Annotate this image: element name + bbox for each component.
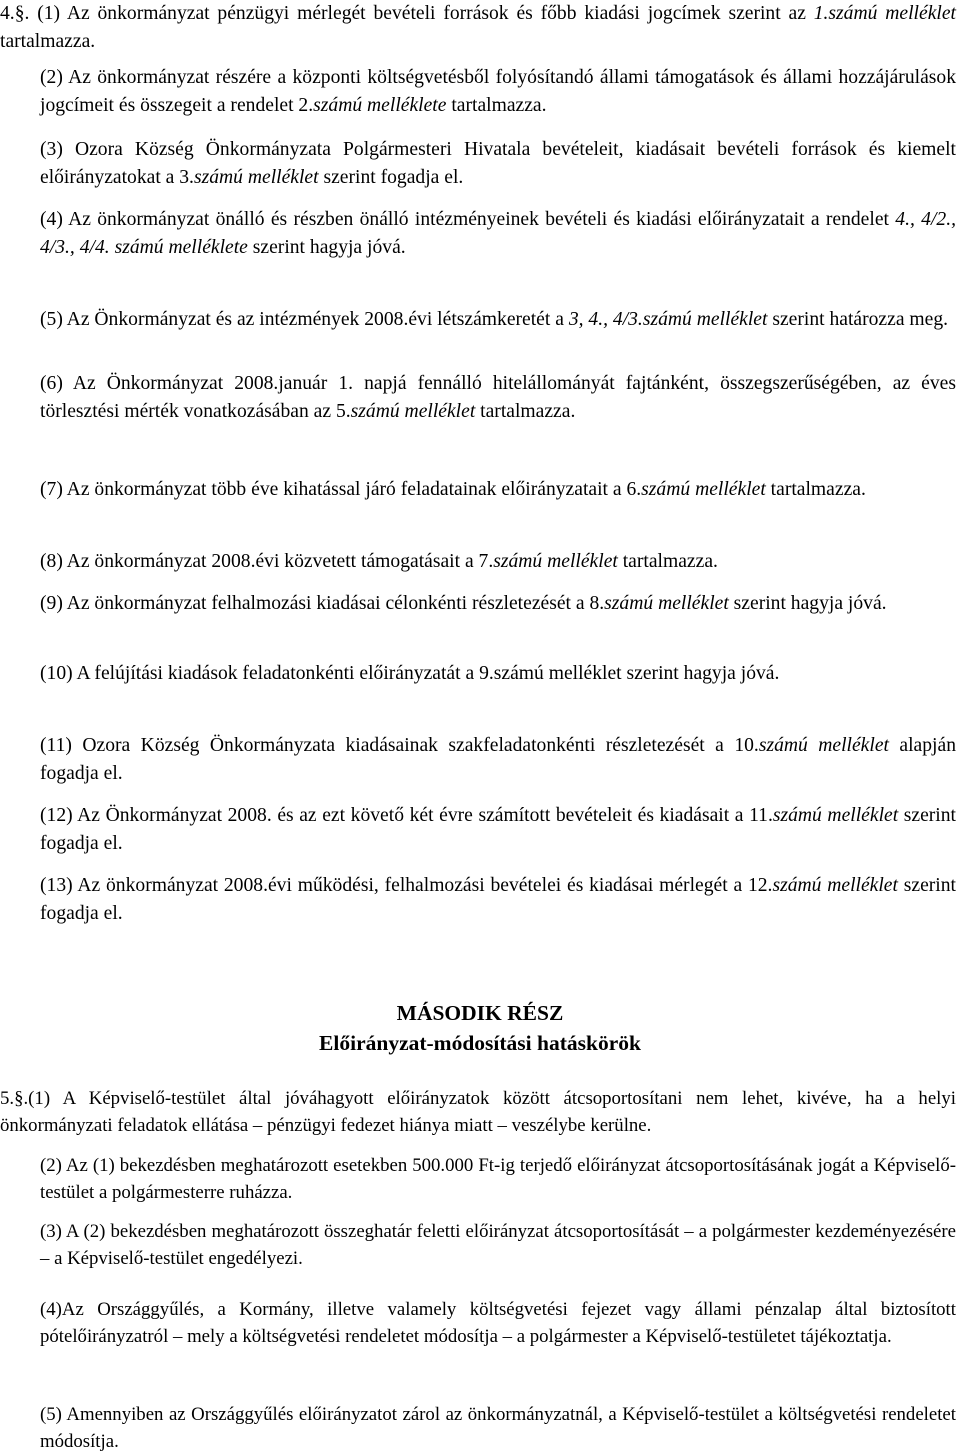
- paragraph-text: (13) Az önkormányzat 2008.évi működési, felhalmozási bevételei és kiadásai mérlegét a 12.: [40, 875, 773, 896]
- paragraph-italic-reference: számú melléklete: [313, 95, 447, 116]
- section-4-paragraph-2: [40, 64, 956, 120]
- section-4-paragraph-8: [40, 548, 956, 576]
- section-4-paragraph-5: [40, 306, 956, 334]
- section-4-paragraph-10: [40, 660, 956, 688]
- section-4-paragraph-4: [40, 206, 956, 262]
- paragraph-italic-reference: 1.számú melléklet: [813, 3, 956, 24]
- paragraph-italic-reference: számú melléklet: [350, 401, 476, 422]
- paragraph-text: (8) Az önkormányzat 2008.évi közvetett támogatásait a 7.: [40, 551, 494, 572]
- paragraph-text: szerint fogadja el.: [40, 805, 956, 854]
- paragraph-text: tartalmazza.: [475, 401, 576, 422]
- part-subtitle: Előirányzat-módosítási hatáskörök: [319, 1031, 641, 1055]
- paragraph-text: (7) Az önkormányzat több éve kihatással járó feladatainak előirányzatait a 6.: [40, 479, 642, 500]
- paragraph-text: alapján fogadja el.: [40, 735, 956, 784]
- paragraph-text: (12) Az Önkormányzat 2008. és az ezt követő két évre számított bevételeit és kiadásait a 11.: [40, 805, 773, 826]
- section-5-paragraph-5: (5) Amennyiben az Országgyűlés előirányzatot zárol az önkormányzatnál, a Képviselő-testület a költségvetési rendeletet módosítja.: [40, 1404, 956, 1452]
- paragraph-italic-reference: számú melléklet: [193, 167, 319, 188]
- paragraph-text: (6) Az Önkormányzat 2008.január 1. napjá fennálló hitelállományát fajtánként, összegszerűségében, az éves törlesztési mérték vonatkozásában az 5.: [40, 373, 956, 422]
- paragraph-italic-reference: számú melléklet: [604, 593, 729, 614]
- section-4-paragraph-13: [40, 872, 956, 928]
- paragraph-text: (11) Ozora Község Önkormányzata kiadásainak szakfeladatonkénti részletezését a 10.: [40, 735, 759, 756]
- section-4-paragraph-1: [0, 0, 956, 56]
- paragraph-text: 4.§. (1) Az önkormányzat pénzügyi mérlegét bevételi források és főbb kiadási jogcímek szerint az: [0, 3, 814, 24]
- paragraph-italic-reference: számú melléklet: [772, 875, 898, 896]
- paragraph-italic-reference: számú melléklet: [772, 805, 899, 826]
- paragraph-text: (5) Az Önkormányzat és az intézmények 2008.évi létszámkeretét a: [40, 309, 569, 330]
- paragraph-italic-reference: 3, 4., 4/3.számú melléklet: [568, 309, 768, 330]
- paragraph-text: tartalmazza.: [617, 551, 718, 572]
- paragraph-text: (2) Az önkormányzat részére a központi költségvetésből folyósítandó állami támogatások és állami hozzájárulások jogcímeit és összegeit a rendelet 2.: [40, 67, 956, 116]
- paragraph-text: tartalmazza.: [0, 31, 96, 52]
- section-4-paragraph-12: [40, 802, 956, 858]
- paragraph-text: szerint hagyja jóvá.: [728, 593, 887, 614]
- paragraph-text: tartalmazza.: [765, 479, 866, 500]
- paragraph-italic-reference: számú melléklet: [493, 551, 618, 572]
- section-4-paragraph-6: [40, 370, 956, 426]
- paragraph-text: szerint hagyja jóvá.: [247, 237, 406, 258]
- paragraph-italic-reference: számú melléklet: [641, 479, 766, 500]
- section-5-paragraph-4: (4)Az Országgyűlés, a Kormány, illetve valamely költségvetési fejezet vagy állami pénzalap által biztosított pótelőirányzatról – mely a költségvetési rendeletet módosítja – a polgármester a Képviselő-testületet tájékoztatja.: [40, 1299, 956, 1347]
- paragraph-text: tartalmazza.: [446, 95, 547, 116]
- section-5-paragraph-3: (3) A (2) bekezdésben meghatározott összeghatár feletti előirányzat átcsoportosítását – a polgármester kezdeményezésére – a Képviselő-testület engedélyezi.: [40, 1221, 956, 1269]
- paragraph-text: szerint fogadja el.: [318, 167, 464, 188]
- section-5-paragraph-1: 5.§.(1) A Képviselő-testület által jóváhagyott előirányzatok között átcsoportosítani nem lehet, kivéve, ha a helyi önkormányzati feladatok ellátása – pénzügyi fedezet hiánya miatt – veszélybe kerülne.: [0, 1088, 956, 1136]
- paragraph-text: (4) Az önkormányzat önálló és részben önálló intézményeinek bevételi és kiadási előirányzatait a rendelet: [40, 209, 896, 230]
- section-5-paragraph-2: (2) Az (1) bekezdésben meghatározott esetekben 500.000 Ft-ig terjedő előirányzat átcsoportosításának jogát a Képviselő-testület a polgármesterre ruházza.: [40, 1155, 956, 1203]
- paragraph-text: szerint fogadja el.: [40, 875, 956, 924]
- section-4-paragraph-7: [40, 476, 956, 504]
- section-4-paragraph-9: [40, 590, 956, 618]
- paragraph-text: szerint határozza meg.: [767, 309, 949, 330]
- section-4-paragraph-3: [40, 136, 956, 192]
- paragraph-text: (3) Ozora Község Önkormányzata Polgármesteri Hivatala bevételeit, kiadásait bevételi források és kiemelt előirányzatokat a 3.: [40, 139, 956, 188]
- part-title: MÁSODIK RÉSZ: [396, 1001, 564, 1025]
- paragraph-italic-reference: számú melléklet: [758, 735, 889, 756]
- paragraph-text: (9) Az önkormányzat felhalmozási kiadásai célonkénti részletezését a 8.: [40, 593, 605, 614]
- paragraph-italic-reference: 4., 4/2., 4/3., 4/4. számú melléklete: [40, 209, 956, 258]
- section-4-paragraph-11: [40, 732, 956, 788]
- paragraph-text: (10) A felújítási kiadások feladatonkénti előirányzatát a 9.számú melléklet szerint hagyja jóvá.: [40, 663, 780, 684]
